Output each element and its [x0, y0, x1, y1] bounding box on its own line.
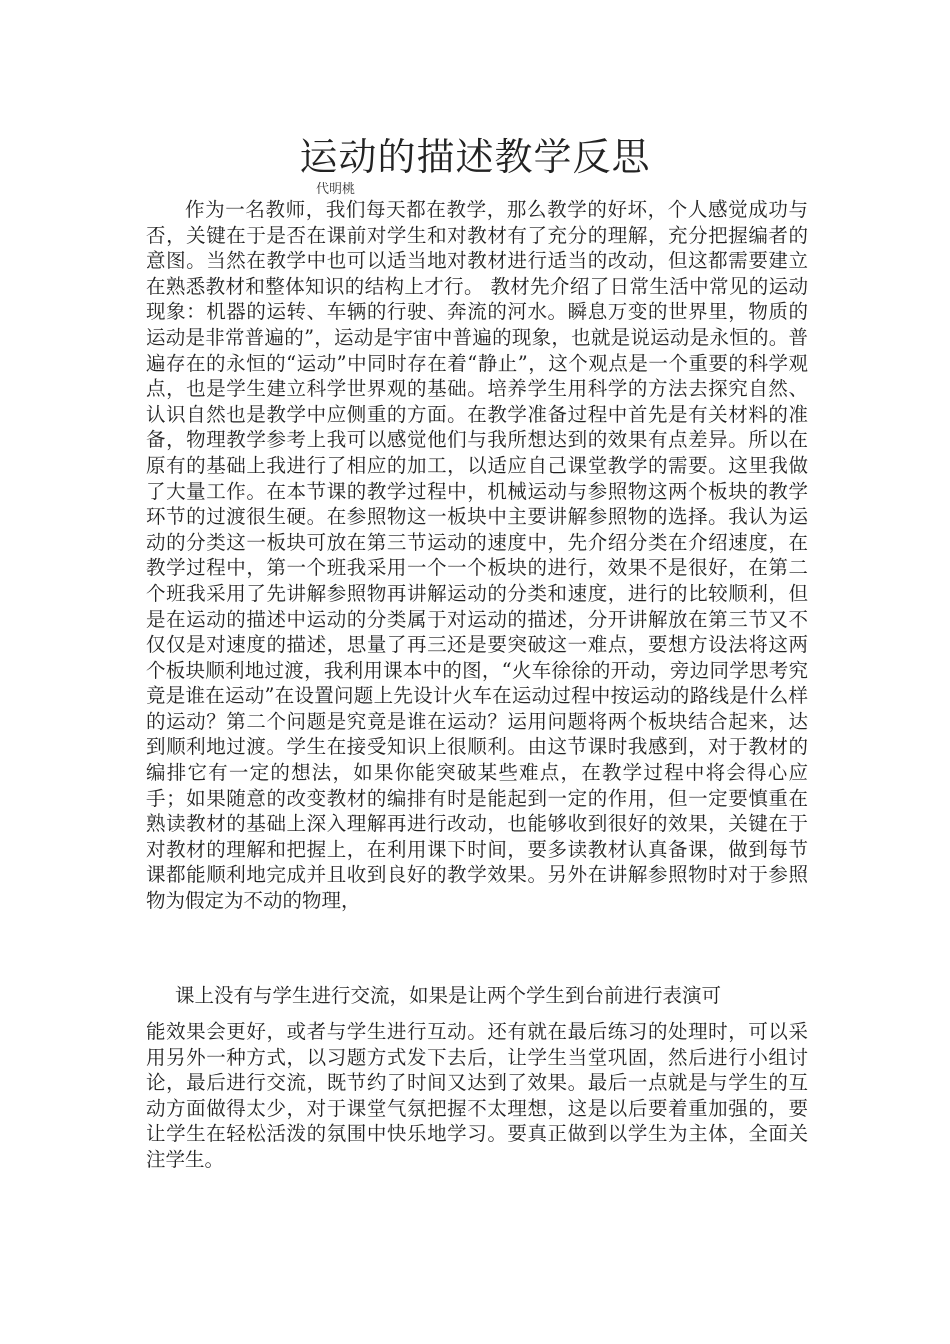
body-paragraph-1: 作为一名教师，我们每天都在教学，那么教学的好坏，个人感觉成功与否，关键在于是否在课前对学生和对教材有了充分的理解，充分把握编者的意图。当然在教学中也可以适当地对教材进行适当的改动，但这都需要建立在熟悉教材和整体知识的结构上才行。 教材先介绍了日常生活中常见的运动现象：机器的运转、车辆的行驶、奔流的河水。瞬息万变的世界里，物质的运动是非常普遍的”，运动是宇宙中普遍的现象，也就是说运动是永恒的。普遍存在的永恒的“运动”中同时存在着“静止”，这个观点是一个重要的科学观点，也是学生建立科学世界观的基础。培养学生用科学的方法去探究自然、认识自然也是教学中应侧重的方面。在教学准备过程中首先是有关材料的准备，物理教学参考上我可以感觉他们与我所想达到的效果有点差异。所以在原有的基础上我进行了相应的加工，以适应自己课堂教学的需要。这里我做了大量工作。在本节课的教学过程中，机械运动与参照物这两个板块的教学环节的过渡很生硬。在参照物这一板块中主要讲解参照物的选择。我认为运动的分类这一板块可放在第三节运动的速度中，先介绍分类在介绍速度，在教学过程中，第一个班我采用一个一个板块的进行，效果不是很好，在第二个班我采用了先讲解参照物再讲解运动的分类和速度，进行的比较顺利，但是在运动的描述中运动的分类属于对运动的描述，分开讲解放在第三节又不仅仅是对速度的描述，思量了再三还是要突破这一难点，要想方设法将这两个板块顺利地过渡，我利用课本中的图，“火车徐徐的开动，旁边同学思考究竟是谁在运动”在设置问题上先设计火车在运动过程中按运动的路线是什么样的运动？第二个问题是究竟是谁在运动？运用问题将两个板块结合起来，达到顺利地过渡。学生在接受知识上很顺利。由这节课时我感到，对于教材的编排它有一定的想法，如果你能突破某些难点，在教学过程中将会得心应手；如果随意的改变教材的编排有时是能起到一定的作用，但一定要慎重在熟读教材的基础上深入理解再进行改动，也能够收到很好的效果，关键在于对教材的理解和把握上，在利用课下时间，要多读教材认真备课，做到每节课都能顺利地完成并且收到良好的教学效果。另外在讲解参照物时对于参照物为假定为不动的物理， [146, 198, 808, 913]
body-paragraph-2: 课上没有与学生进行交流，如果是让两个学生到台前进行表演可 [175, 984, 722, 1007]
document-title: 运动的描述教学反思 [299, 135, 651, 179]
body-paragraph-3: 能效果会更好，或者与学生进行互动。还有就在最后练习的处理时，可以采用另外一种方式，以习题方式发下去后，让学生当堂巩固，然后进行小组讨论，最后进行交流，既节约了时间又达到了效果。最后一点就是与学生的互动方面做得太少，对于课堂气氛把握不太理想，这是以后要着重加强的，要让学生在轻松活泼的氛围中快乐地学习。要真正做到以学生为主体，全面关注学生。 [146, 1020, 808, 1171]
author-name: 代明桃 [316, 182, 356, 197]
